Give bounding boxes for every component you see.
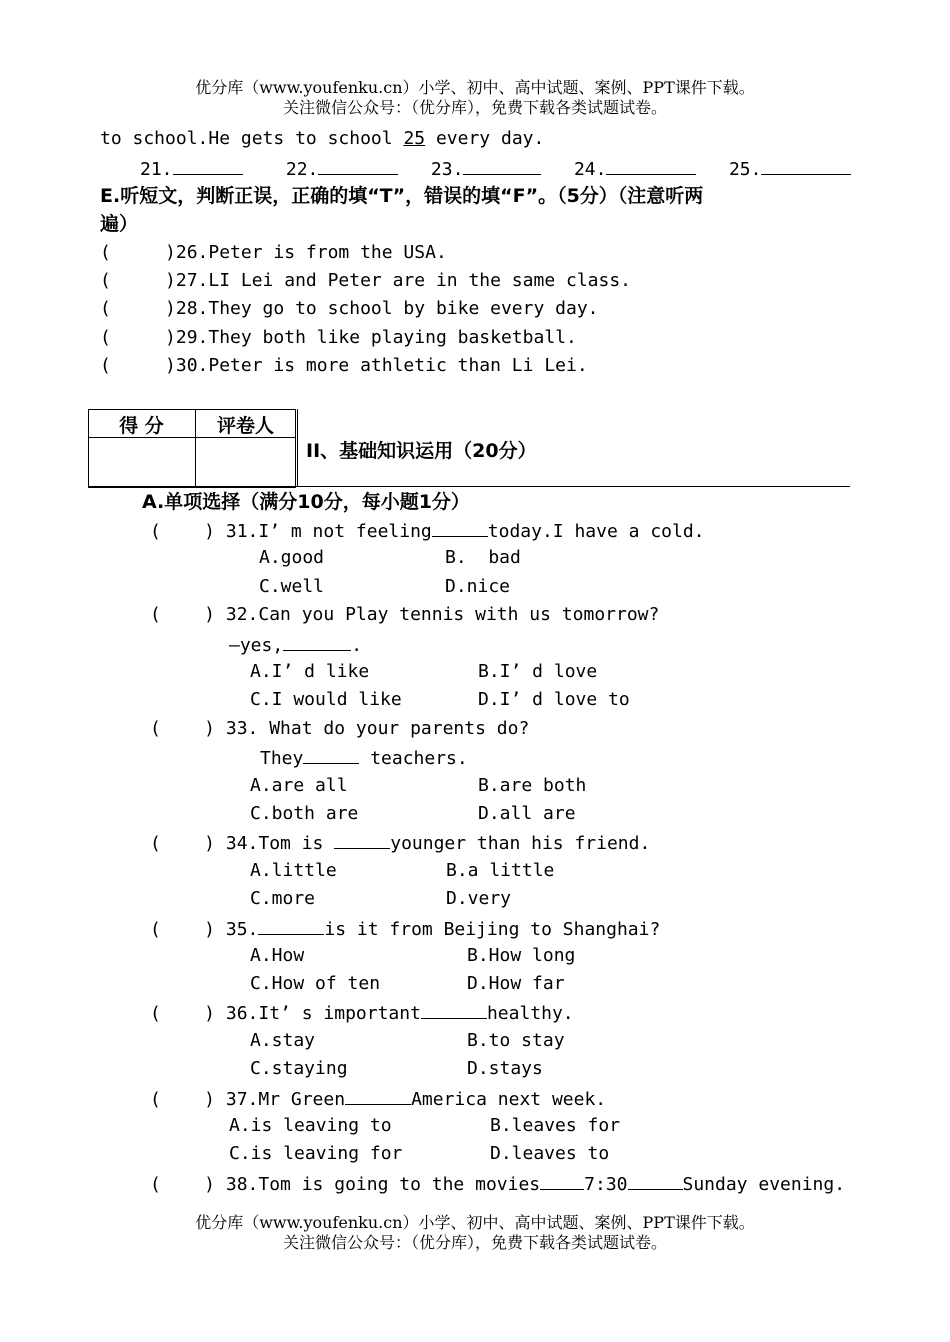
q32-response: —yes, . [229,632,362,658]
question-32: ( ) 32.Can you Play tennis with us tomorrow? [150,604,660,625]
q31-option-c: C.well [259,576,325,597]
q33-option-b: B.are both [478,775,587,796]
question-37: ( ) 37.Mr Green America next week. [150,1086,606,1112]
q35-option-b: B.How long [467,945,576,966]
q35-option-d: D.How far [467,973,565,994]
q34-option-d: D.very [446,888,512,909]
q35-option-a: A.How [250,945,305,966]
grader-label: 评卷人 [216,415,274,437]
q31-option-a: A.good [259,547,325,568]
q32-option-b: B.I’ d love [478,661,598,682]
q31-option-d: D.nice [445,576,511,597]
question-30: ( )30.Peter is more athletic than Li Lei. [100,355,588,376]
q37-option-b: B.leaves for [490,1115,621,1136]
question-35: ( ) 35. is it from Beijing to Shanghai? [150,916,660,942]
q37-option-a: A.is leaving to [229,1115,392,1136]
question-27: ( )27.LI Lei and Peter are in the same class. [100,270,632,291]
page-header-line1: 优分库（www.youfenku.cn）小学、初中、高中试题、案例、PPT课件下载。 [195,78,755,97]
q31-option-b: B. bad [445,547,521,568]
q32-option-d: D.I’ d love to [478,689,630,710]
q32-option-c: C.I would like [250,689,402,710]
question-31: ( ) 31.I’ m not feeling today.I have a cold. [150,518,705,544]
q33-option-a: A.are all [250,775,348,796]
q36-option-c: C.staying [250,1058,348,1079]
q36-option-d: D.stays [467,1058,543,1079]
section-title: II、基础知识运用（20分） [306,440,537,462]
q32-option-a: A.I’ d like [250,661,370,682]
part-d-sentence: to school.He gets to school 25 every day. [100,128,545,149]
part-e-instruction-cont: 遍） [100,213,139,235]
sample-answer: 25 [403,128,426,149]
page-footer-line2: 关注微信公众号：（优分库），免费下载各类试题试卷。 [282,1233,667,1252]
question-38: ( ) 38.Tom is going to the movies 7:30 Sunday evening. [150,1171,845,1197]
question-33: ( ) 33. What do your parents do? [150,718,530,739]
q36-option-a: A.stay [250,1030,316,1051]
question-28: ( )28.They go to school by bike every day. [100,298,599,319]
question-34: ( ) 34.Tom is younger than his friend. [150,830,650,856]
part-e-instruction: E.听短文，判断正误，正确的填“T”，错误的填“F”。（5分）（注意听两 [100,185,704,207]
q34-option-a: A.little [250,860,337,881]
part-a-title: A.单项选择（满分10分，每小题1分） [142,491,470,513]
question-36: ( ) 36.It’ s important healthy. [150,1000,574,1026]
q34-option-b: B.a little [446,860,555,881]
question-26: ( )26.Peter is from the USA. [100,242,447,263]
q35-option-c: C.How of ten [250,973,381,994]
q34-option-c: C.more [250,888,316,909]
page-footer-line1: 优分库（www.youfenku.cn）小学、初中、高中试题、案例、PPT课件下载。 [195,1213,755,1232]
question-29: ( )29.They both like playing basketball. [100,327,577,348]
q37-option-d: D.leaves to [490,1143,610,1164]
part-d-blanks: 21. 22. 23. 24. 25. [140,156,851,182]
score-label: 得 分 [119,415,164,437]
q33-sentence: They teachers. [260,745,468,771]
q33-option-d: D.all are [478,803,576,824]
page-header-line2: 关注微信公众号：（优分库），免费下载各类试题试卷。 [282,98,667,117]
q33-option-c: C.both are [250,803,359,824]
q36-option-b: B.to stay [467,1030,565,1051]
q37-option-c: C.is leaving for [229,1143,403,1164]
